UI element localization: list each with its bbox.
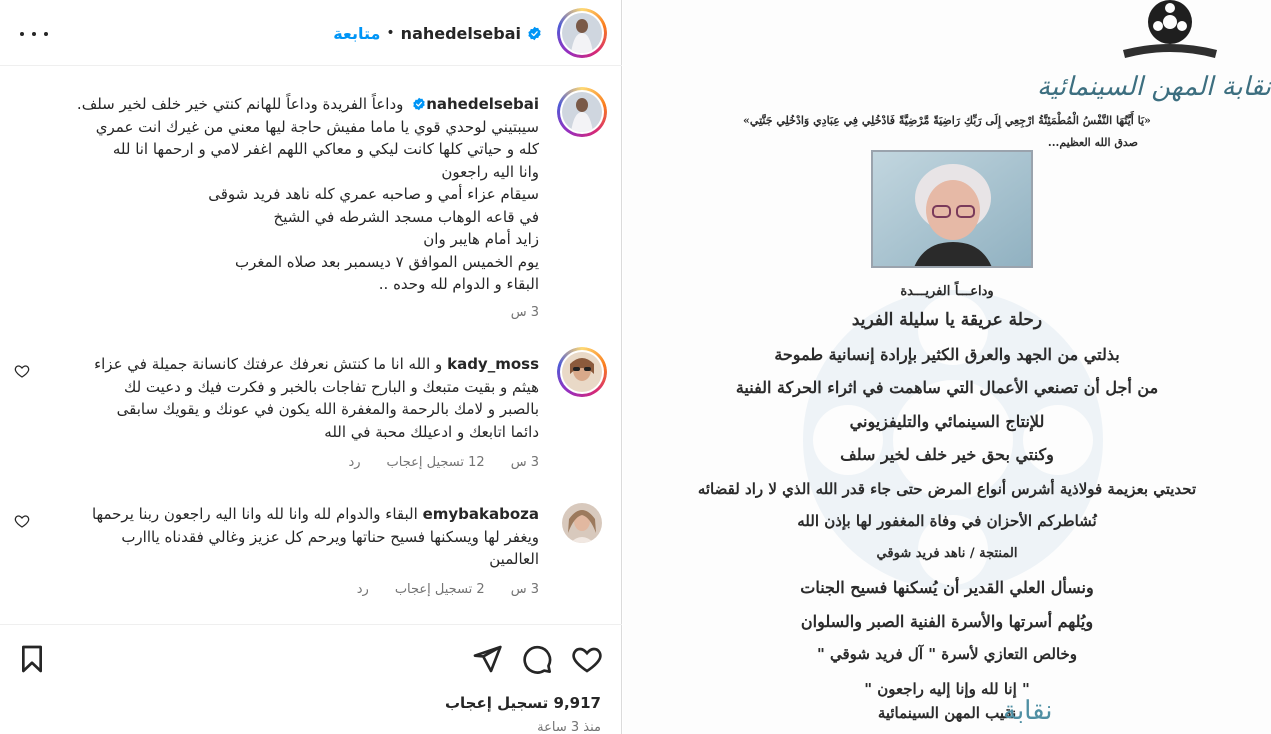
comment-item	[19, 353, 539, 443]
org-name: نقابة المهن السينمائية	[1037, 72, 1271, 102]
post-details-panel	[0, 0, 622, 734]
caption-text	[19, 93, 539, 296]
like-heart-icon[interactable]	[571, 643, 603, 675]
comment-line: العالمين	[489, 550, 539, 568]
quran-verse: «يَا أَيَّتُهَا النَّفْسُ الْمُطْمَئِنَّةُ ارْجِعِي إِلَى رَبِّكِ رَاضِيَةً مَّرْضِيَّةً فَادْخُلِي فِي عِبَادِي وَادْخُلِي جَنَّتِي»	[743, 114, 1151, 127]
caption-line: وانا اليه راجعون	[441, 162, 539, 181]
comments-list[interactable]	[0, 67, 622, 623]
post-image	[623, 0, 1271, 734]
comment-like-heart-icon[interactable]	[14, 363, 30, 379]
document-line: وكنتي بحق خير خلف لخير سلف	[840, 445, 1054, 464]
document-line: " إنا لله وإنا إليه راجعون "	[864, 680, 1030, 698]
comment-line: بالصبر و لامك بالرحمة والمغفرة الله يكون في عونك و يقويك سابقى	[116, 400, 539, 418]
comment-author[interactable]: emybakaboza	[422, 505, 539, 523]
comment-likes[interactable]: 12 تسجيل إعجاب	[386, 455, 485, 470]
comment-likes[interactable]: 2 تسجيل إعجاب	[394, 582, 485, 597]
comment-line: دائما اتابعك و ادعيلك محبة في الله	[324, 422, 539, 441]
header-username[interactable]: nahedelsebai	[400, 23, 521, 43]
separator-dot: •	[386, 25, 395, 41]
comment-meta	[348, 455, 539, 470]
portrait-photo	[871, 150, 1033, 268]
follow-button[interactable]: متابعة	[333, 23, 381, 43]
header-user-line	[333, 22, 542, 44]
caption-author[interactable]: nahedelsebai	[426, 95, 539, 113]
document-line: للإنتاج السينمائي والتليفزيوني	[849, 412, 1045, 431]
watermark-text: نقابة	[1003, 696, 1053, 726]
comment-avatar[interactable]	[560, 501, 604, 545]
caption-line: في قاعه الوهاب مسجد الشرطه في الشيخ	[273, 207, 539, 226]
document-line: ونسأل العلي القدير أن يُسكنها فسيح الجنات	[800, 578, 1094, 597]
comment-avatar[interactable]	[557, 347, 607, 397]
caption-line: سيقام عزاء أمي و صاحبه عمري كله ناهد فريد شوقى	[208, 185, 539, 203]
caption-time[interactable]: 3 س	[510, 305, 539, 320]
caption-line: وداعاً الفريدة وداعاً للهانم كنتي خير خلف لخير سلف.	[76, 95, 404, 113]
document-line: ويُلهم أسرتها والأسرة الفنية الصبر والسلوان	[800, 612, 1094, 631]
more-options-button[interactable]	[20, 22, 48, 46]
post-time-ago: منذ 3 ساعة	[537, 720, 601, 734]
reply-button[interactable]: رد	[356, 582, 369, 597]
comment-time[interactable]: 3 س	[510, 455, 539, 470]
verified-badge-icon	[527, 26, 542, 41]
document-line: وخالص التعازي لأسرة " آل فريد شوقي "	[816, 645, 1078, 663]
header-avatar[interactable]	[557, 8, 607, 58]
caption-line: زايد أمام هايبر وان	[423, 230, 539, 248]
caption-line: سيبتيني لوحدي قوي يا ماما مفيش حاجة ليها معني من غيرك انت عمري	[95, 117, 539, 136]
syndicate-logo-icon	[1115, 0, 1225, 62]
document-line: بذلتي من الجهد والعرق الكثير بإرادة إنسانية طموحة	[774, 345, 1120, 364]
comment-item	[19, 503, 539, 571]
document-title: رحلة عريقة يا سليلة الفريد	[851, 310, 1043, 330]
caption-meta	[511, 305, 539, 320]
document-line: من أجل أن تصنعي الأعمال التي ساهمت في اثراء الحركة الفنية	[735, 378, 1159, 397]
comment-line: هيثم و بقيت متبعك و البارح تفاجات بالخبر و فكرت فيك و دعيت لك	[123, 377, 539, 396]
caption-line: يوم الخميس الموافق ٧ ديسمبر بعد صلاه المغرب	[235, 252, 539, 271]
document-line: نُشاطركم الأحزان في وفاة المغفور لها بإذن الله	[797, 512, 1097, 530]
post-header	[0, 0, 622, 66]
comment-text	[19, 503, 539, 571]
farewell-heading: وداعـــاً الفريـــدة	[900, 284, 994, 299]
comment-line: ويغفر لها ويسكنها فسيح حناتها ويرحم كل عزيز وغالي فقدناه يااارب	[121, 527, 539, 546]
share-send-icon[interactable]	[471, 643, 503, 675]
comment-line: البقاء والدوام لله وانا لله وانا اليه راجعون ربنا يرحمها	[91, 505, 418, 523]
bookmark-icon[interactable]	[16, 643, 48, 675]
comment-text	[19, 353, 539, 443]
comment-bubble-icon[interactable]	[521, 643, 553, 675]
caption-avatar[interactable]	[557, 87, 607, 137]
caption-line: البقاء و الدوام لله وحده ..	[378, 275, 539, 293]
post-caption	[19, 93, 539, 296]
comment-time[interactable]: 3 س	[510, 582, 539, 597]
document-line: نقيب المهن السينمائية	[877, 704, 1017, 722]
post-likes-count[interactable]: 9,917 تسجيل إعجاب	[444, 694, 601, 712]
verified-badge-icon	[412, 97, 426, 111]
comment-author[interactable]: kady_moss	[447, 355, 539, 373]
comment-line: و الله انا ما كنتش نعرفك عرفتك كانسانة جميلة في عزاء	[94, 355, 443, 373]
caption-line: كله و حياتي كلها كانت ليكي و معاكي اللهم اغفر لامي و ارحمها انا لله	[112, 140, 539, 158]
comment-meta	[357, 582, 539, 597]
watermark-reel-icon	[773, 250, 1133, 630]
comment-like-heart-icon[interactable]	[14, 513, 30, 529]
condolence-document	[623, 0, 1271, 734]
document-line: تحديتي بعزيمة فولاذية أشرس أنواع المرض حتى جاء قدر الله الذي لا راد لقضائه	[697, 480, 1197, 498]
reply-button[interactable]: رد	[348, 455, 361, 470]
post-actions	[0, 624, 622, 734]
verse-ending: صدق الله العظيم...	[1047, 136, 1138, 149]
document-line: المنتجة / ناهد فريد شوقي	[876, 546, 1018, 561]
